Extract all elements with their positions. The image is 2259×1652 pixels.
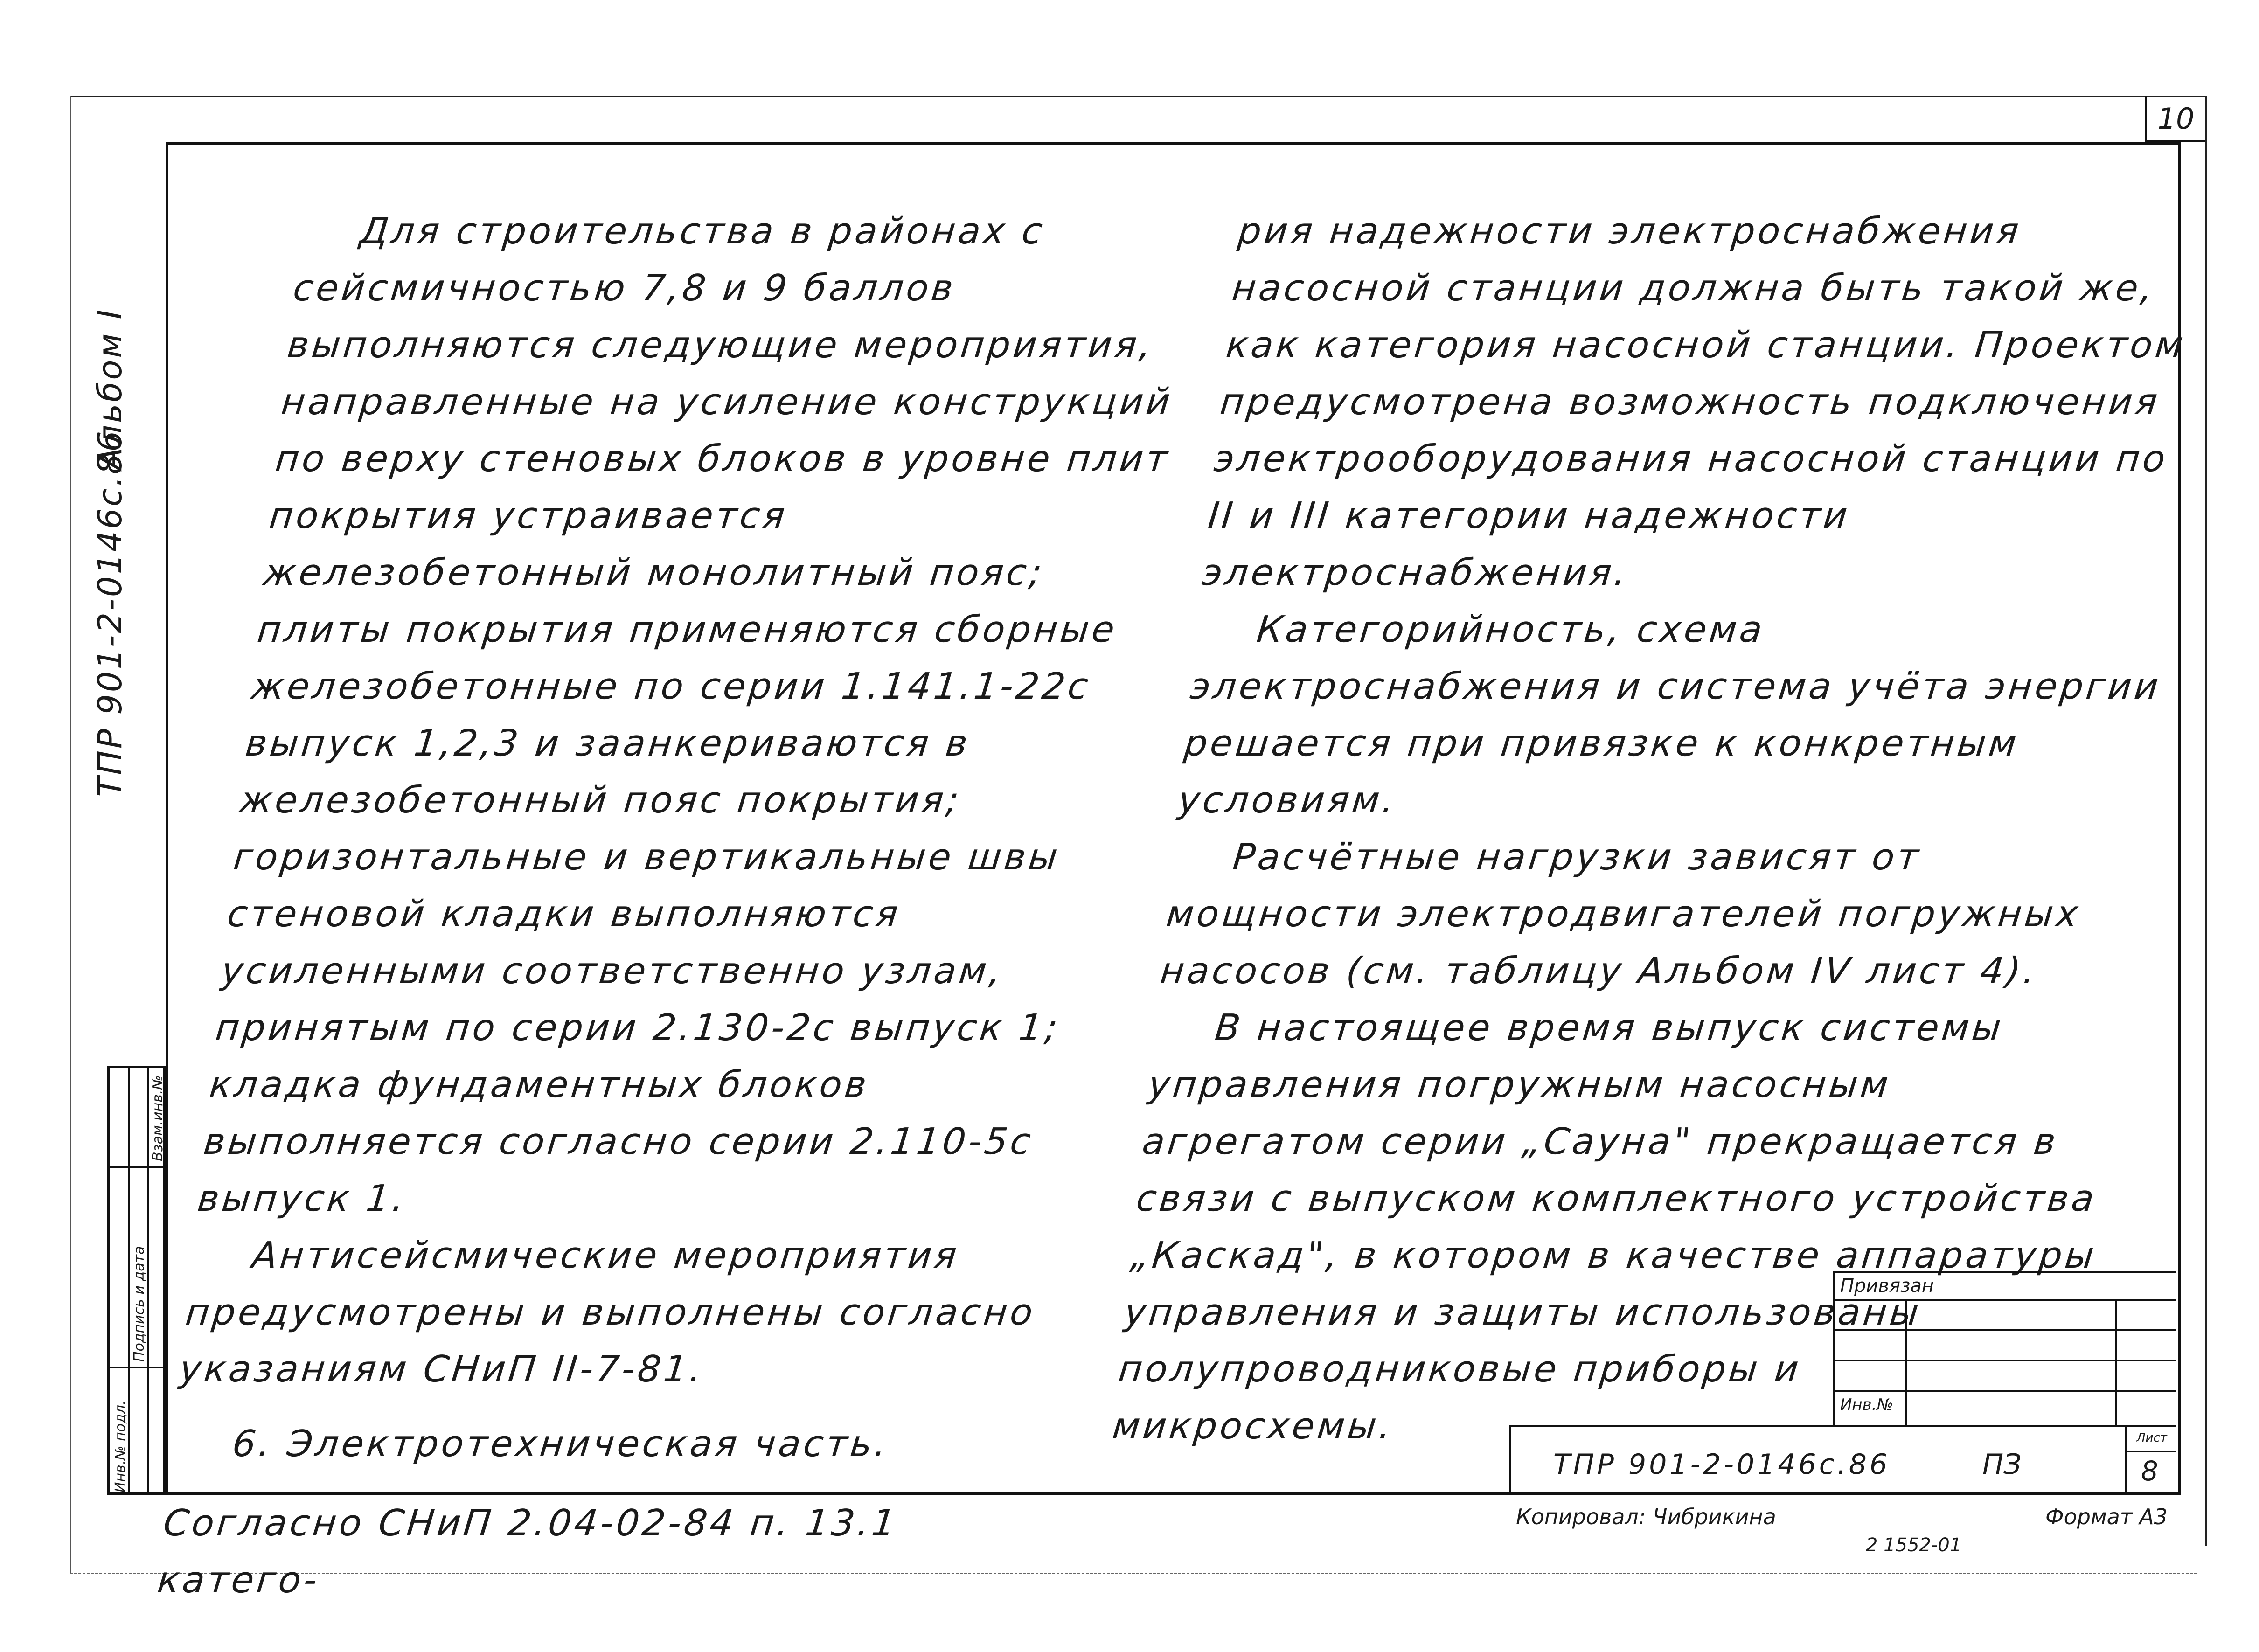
sheet-format: Формат А3 xyxy=(2045,1504,2168,1529)
stamp-row xyxy=(1835,1299,2176,1301)
paragraph: Для строительства в районах с сейсмичностью 7,8 и 9 баллов выполняются следующие мероприятия, направленные на усиление конструкций по верху стеновых блоков в уровне плит покрытия устраивается железобетонный монолитный пояс; плиты покрытия применяются сборные железобетонные по серии 1.141.1-22с выпуск 1,2,3 и заанкериваются в железобетонный пояс покрытия; горизонтальные и вертикальные швы стеновой кладки выполняются усиленными соответственно узлам, принятым по серии 2.130-2с выпуск 1; кладка фундаментных блоков выполняется согласно серии 2.110-5с выпуск 1. xyxy=(195,210,1175,1220)
copied-by: Копировал: Чибрикина xyxy=(1516,1504,1776,1529)
paragraph: Расчётные нагрузки зависят от мощности электродвигателей погружных насосов (см. таблицу Альбом IV лист 4). xyxy=(1158,836,2083,992)
sheet-right-line xyxy=(2205,96,2207,1546)
section-code: ПЗ xyxy=(1982,1448,2022,1481)
stamp-col xyxy=(1905,1299,1907,1425)
stamp-row xyxy=(1835,1329,2176,1331)
text-column-right xyxy=(1110,203,2216,1455)
paragraph: В настоящее время выпуск системы управления погружным насосным агрегатом серии „Сауна" прекращается в связи с выпуском комплектного устройства „Каскад", в котором в качестве аппаратуры управления и защиты использованы полупроводниковые приборы и микросхемы. xyxy=(1110,1007,2099,1447)
stamp-inv-replacement: Взам.инв.№ xyxy=(150,1075,166,1161)
paragraph: Категорийность, схема электроснабжения и система учёта энергии решается при привязке к конкретным условиям. xyxy=(1176,609,2163,821)
stamp-inv-original: Инв.№ подл. xyxy=(112,1400,129,1492)
side-project-code: ТПР 901-2-0146с.86 xyxy=(91,429,129,797)
stamp-signature-date: Подпись и дата xyxy=(131,1246,147,1362)
paragraph: Согласно СНиП 2.04-02-84 п. 13.1 катего- xyxy=(155,1502,900,1601)
section-heading: 6. Электротехническая часть. xyxy=(230,1423,891,1465)
inv-number-label: Инв.№ xyxy=(1840,1395,1893,1414)
sheet-top-line xyxy=(70,96,2206,97)
page-number: 10 xyxy=(2145,96,2205,142)
sheet-cell xyxy=(2125,1427,2176,1495)
album-label: Альбом I xyxy=(91,308,129,470)
stamp-divider xyxy=(110,1166,163,1168)
title-block xyxy=(1509,1425,2176,1495)
paragraph: Антисейсмические мероприятия предусмотрены и выполнены согласно указаниям СНиП II-7-81. xyxy=(177,1235,1038,1390)
order-number: 2 1552-01 xyxy=(1866,1534,1962,1556)
stamp-divider xyxy=(110,1367,163,1368)
stamp-row xyxy=(1835,1390,2176,1392)
sheet-number: 8 xyxy=(2141,1455,2158,1487)
binding-stamp xyxy=(1833,1271,2176,1425)
stamp-col xyxy=(2115,1299,2117,1425)
project-code: ТПР 901-2-0146с.86 xyxy=(1553,1448,1891,1481)
inventory-stamp xyxy=(107,1066,166,1495)
sheet-divider xyxy=(2127,1451,2176,1452)
sheet-left-line xyxy=(70,96,71,1574)
stamp-row xyxy=(1835,1360,2176,1361)
binding-label: Привязан xyxy=(1840,1275,1934,1297)
paragraph: рия надежности электроснабжения насосной станции должна быть такой же, как категория насосной станции. Проектом предусмотрена возможность подключения электрооборудования насосной станции по II и III категории надежности электроснабжения. xyxy=(1200,210,2188,594)
sheet-label: Лист xyxy=(2136,1431,2167,1445)
text-column-left xyxy=(155,203,1198,1609)
